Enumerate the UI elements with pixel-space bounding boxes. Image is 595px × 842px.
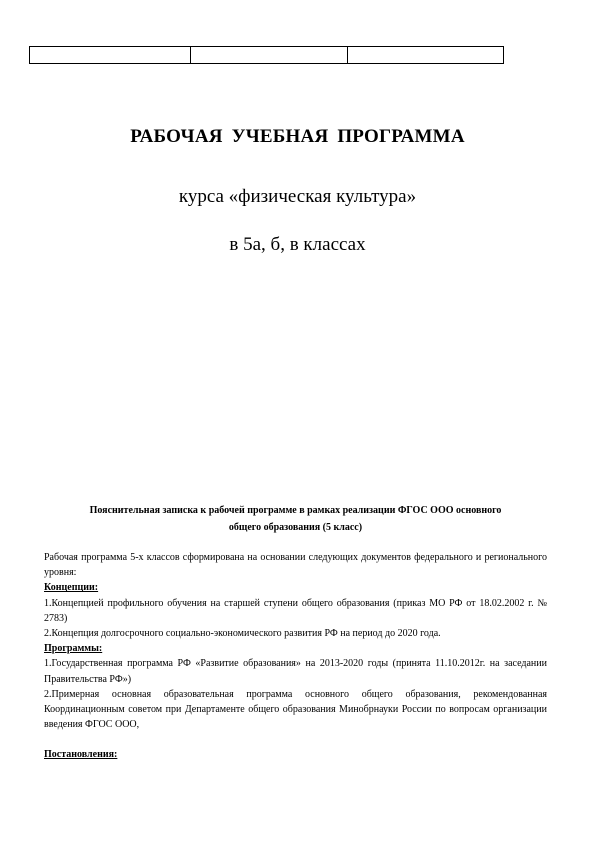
- concept-item-2: 2.Концепция долгосрочного социально-экономического развития РФ на период до 2020 года.: [44, 628, 441, 640]
- program-item-1: 1.Государственная программа РФ «Развитие образования» на 2013-2020 годы (принята 11.10.2012г. на заседании Правительства РФ»): [44, 658, 547, 685]
- header-table-cell-1: [30, 47, 191, 64]
- explanatory-note-heading: [44, 502, 547, 536]
- header-table-cell-2: [191, 47, 348, 64]
- header-table-cell-3: [348, 47, 504, 64]
- resolutions-label: Постановления:: [44, 749, 118, 761]
- programs-label: Программы:: [44, 643, 103, 655]
- explanatory-note-heading-line-1: Пояснительная записка к рабочей программе в рамках реализации ФГОС ООО основного: [89, 505, 502, 516]
- concepts-label: Концепции:: [44, 582, 99, 594]
- document-title: РАБОЧАЯ УЧЕБНАЯ ПРОГРАММА: [130, 126, 465, 147]
- header-table: [29, 46, 504, 64]
- program-item-2: 2.Примерная основная образовательная программа основного общего образования, рекомендованная Координационным советом при Департаменте общего образования Минобрнауки России по вопросам организации введения ФГОС ООО,: [44, 688, 547, 731]
- header-table-row: [30, 47, 504, 64]
- class-list: в 5а, б, в классах: [229, 234, 366, 255]
- concept-item-1: 1.Концепцией профильного обучения на старшей ступени общего образования (приказ МО РФ от 18.02.2002 г. № 2783): [44, 597, 547, 624]
- paragraph-spacer: [44, 732, 547, 747]
- explanatory-note-body: [44, 550, 547, 763]
- intro-paragraph: Рабочая программа 5-х классов сформирована на основании следующих документов федерального и регионального уровня:: [44, 552, 547, 579]
- explanatory-note-heading-line-2: общего образования (5 класс): [228, 522, 363, 533]
- course-name: курса «физическая культура»: [178, 186, 417, 207]
